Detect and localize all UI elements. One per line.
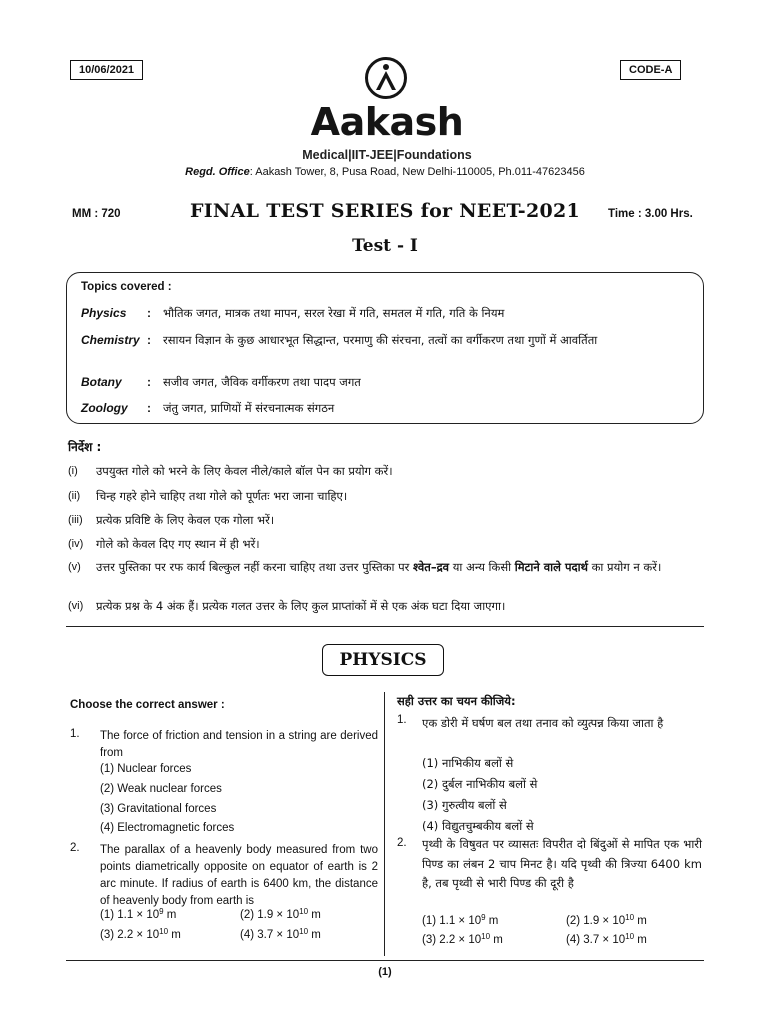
- option-unit: m: [163, 909, 177, 921]
- topic-colon: :: [147, 306, 151, 320]
- instruction-text: प्रत्येक प्रश्न के 4 अंक हैं। प्रत्येक गलत उत्तर के लिए कुल प्राप्तांकों में से एक अंक घटा दिया जाएगा।: [96, 599, 506, 613]
- question-number: 2.: [397, 837, 407, 849]
- question-number: 1.: [397, 714, 407, 726]
- option-label: (3) 2.2 × 10: [422, 934, 482, 946]
- topic-subject: Botany: [81, 375, 122, 389]
- question-text: The parallax of a heavenly body measured from two points diametrically opposite on equator of earth is 2 arc minute. If radius of earth is 6400 km, the distance of heavenly body from earth is: [100, 844, 378, 907]
- option: (4) विद्युतचुम्बकीय बलों से: [422, 819, 534, 833]
- instruction-text: गोले को केवल दिए गए स्थान में ही भरें।: [96, 537, 260, 551]
- page-title: FINAL TEST SERIES for NEET-2021: [189, 200, 581, 222]
- regd-address: : Aakash Tower, 8, Pusa Road, New Delhi-110005, Ph.011-47623456: [249, 166, 585, 178]
- option-unit: m: [308, 909, 321, 921]
- option-unit: m: [490, 934, 503, 946]
- aakash-logo-icon: [364, 56, 408, 100]
- option-unit: m: [634, 934, 647, 946]
- option-exponent: 10: [481, 932, 491, 941]
- divider-top: [66, 626, 704, 627]
- option: [566, 915, 647, 927]
- code-box: CODE-A: [620, 60, 681, 80]
- topic-text: सजीव जगत, जैविक वर्गीकरण तथा पादप जगत: [163, 375, 361, 389]
- instruction-number: (ii): [68, 490, 81, 502]
- option-unit: m: [634, 915, 647, 927]
- question-number: 1.: [70, 728, 80, 740]
- instruction-text-a: उत्तर पुस्तिका पर रफ कार्य बिल्कुल नहीं करना चाहिए तथा उत्तर पुस्तिका पर: [96, 560, 413, 574]
- instruction-bold-a: श्वेत–द्रव: [412, 560, 450, 574]
- option-label: (4) 3.7 × 10: [240, 929, 300, 941]
- instruction-text: चिन्ह गहरे होने चाहिए तथा गोले को पूर्णतः भरा जाना चाहिए।: [96, 489, 348, 503]
- option: (2) दुर्बल नाभिकीय बलों से: [422, 777, 538, 791]
- option: (1) Nuclear forces: [100, 763, 192, 775]
- question-text: एक डोरी में घर्षण बल तथा तनाव को व्युत्पन्न किया जाता है: [422, 716, 664, 730]
- option: [422, 934, 503, 946]
- option: (3) गुरुत्वीय बलों से: [422, 798, 507, 812]
- option-unit: m: [485, 915, 499, 927]
- column-divider: [384, 692, 385, 956]
- topic-colon: :: [147, 375, 151, 389]
- instruction-number: (iii): [68, 514, 83, 526]
- topic-text: भौतिक जगत, मात्रक तथा मापन, सरल रेखा में गति, समतल में गति, गति के नियम: [163, 306, 505, 320]
- instructions-heading: निर्देश :: [68, 440, 102, 454]
- page-number: (1): [378, 966, 392, 978]
- option: [100, 909, 176, 921]
- option-exponent: 10: [159, 927, 169, 936]
- instruction-text-b: या अन्य किसी: [449, 560, 515, 574]
- question-number: 2.: [70, 842, 80, 854]
- option-exponent: 9: [481, 913, 486, 922]
- instruction-number: (iv): [68, 538, 84, 550]
- registered-office: [0, 166, 770, 178]
- option-label: (2) 1.9 × 10: [566, 915, 626, 927]
- logo-wordmark: Aakash: [310, 100, 464, 144]
- option-label: (4) 3.7 × 10: [566, 934, 626, 946]
- instruction-number: (v): [68, 561, 81, 573]
- topic-subject: Zoology: [81, 401, 128, 415]
- instruction-text: उपयुक्त गोले को भरने के लिए केवल नीले/काले बॉल पेन का प्रयोग करें।: [96, 464, 393, 478]
- instruction-text-c: का प्रयोग न करें।: [587, 560, 662, 574]
- option-label: (1) 1.1 × 10: [422, 915, 482, 927]
- test-number: Test - I: [352, 236, 418, 256]
- option-exponent: 10: [625, 932, 635, 941]
- topic-subject: Chemistry: [81, 333, 140, 347]
- option-exponent: 10: [299, 927, 309, 936]
- section-title-physics: PHYSICS: [322, 644, 444, 676]
- option-label: (1) 1.1 × 10: [100, 909, 160, 921]
- question-text: पृथ्वी के विषुवत पर व्यासतः विपरीत दो बिंदुओं से मापित एक भारी पिण्ड का लंबन 2 चाप मिनट है। यदि पृथ्वी की त्रिज्या 6400 km है, तब पृथ्वी से भारी पिण्ड की दूरी है: [422, 837, 702, 890]
- instruction-number: (vi): [68, 600, 84, 612]
- time-duration: Time : 3.00 Hrs.: [608, 208, 693, 220]
- topic-subject: Physics: [81, 306, 127, 320]
- option-exponent: 10: [625, 913, 635, 922]
- divider-bottom: [66, 960, 704, 961]
- option: [422, 915, 498, 927]
- question-text: The force of friction and tension in a string are derived from: [100, 730, 378, 759]
- logo-tagline: Medical|IIT-JEE|Foundations: [302, 148, 472, 162]
- option-label: (3) 2.2 × 10: [100, 929, 160, 941]
- option-unit: m: [168, 929, 181, 941]
- regd-label: Regd. Office: [185, 166, 250, 178]
- option-exponent: 9: [159, 907, 164, 916]
- option: [240, 909, 321, 921]
- topic-text: रसायन विज्ञान के कुछ आधारभूत सिद्धान्त, परमाणु की संरचना, तत्वों का वर्गीकरण तथा गुणों में आवर्तिता: [163, 333, 598, 347]
- instruction-bold-b: मिटाने वाले पदार्थ: [514, 560, 588, 574]
- instruction-number: (i): [68, 465, 78, 477]
- instruction-text: [96, 558, 702, 577]
- option: [240, 929, 321, 941]
- option: (1) नाभिकीय बलों से: [422, 756, 514, 770]
- option: (4) Electromagnetic forces: [100, 822, 235, 834]
- option: [566, 934, 647, 946]
- option: [100, 929, 181, 941]
- option: (2) Weak nuclear forces: [100, 783, 222, 795]
- topics-box: [66, 272, 704, 424]
- option-exponent: 10: [299, 907, 309, 916]
- max-marks: MM : 720: [72, 208, 121, 220]
- instruction-english: Choose the correct answer :: [70, 699, 225, 711]
- topic-colon: :: [147, 401, 151, 415]
- topic-colon: :: [147, 333, 151, 347]
- instruction-hindi: सही उत्तर का चयन कीजिये:: [397, 694, 516, 708]
- instruction-text: प्रत्येक प्रविष्टि के लिए केवल एक गोला भरें।: [96, 513, 275, 527]
- option-label: (2) 1.9 × 10: [240, 909, 300, 921]
- option: (3) Gravitational forces: [100, 803, 217, 815]
- option-unit: m: [308, 929, 321, 941]
- topics-heading: Topics covered :: [81, 281, 172, 293]
- topic-text: जंतु जगत, प्राणियों में संरचनात्मक संगठन: [163, 401, 335, 415]
- date-box: 10/06/2021: [70, 60, 143, 80]
